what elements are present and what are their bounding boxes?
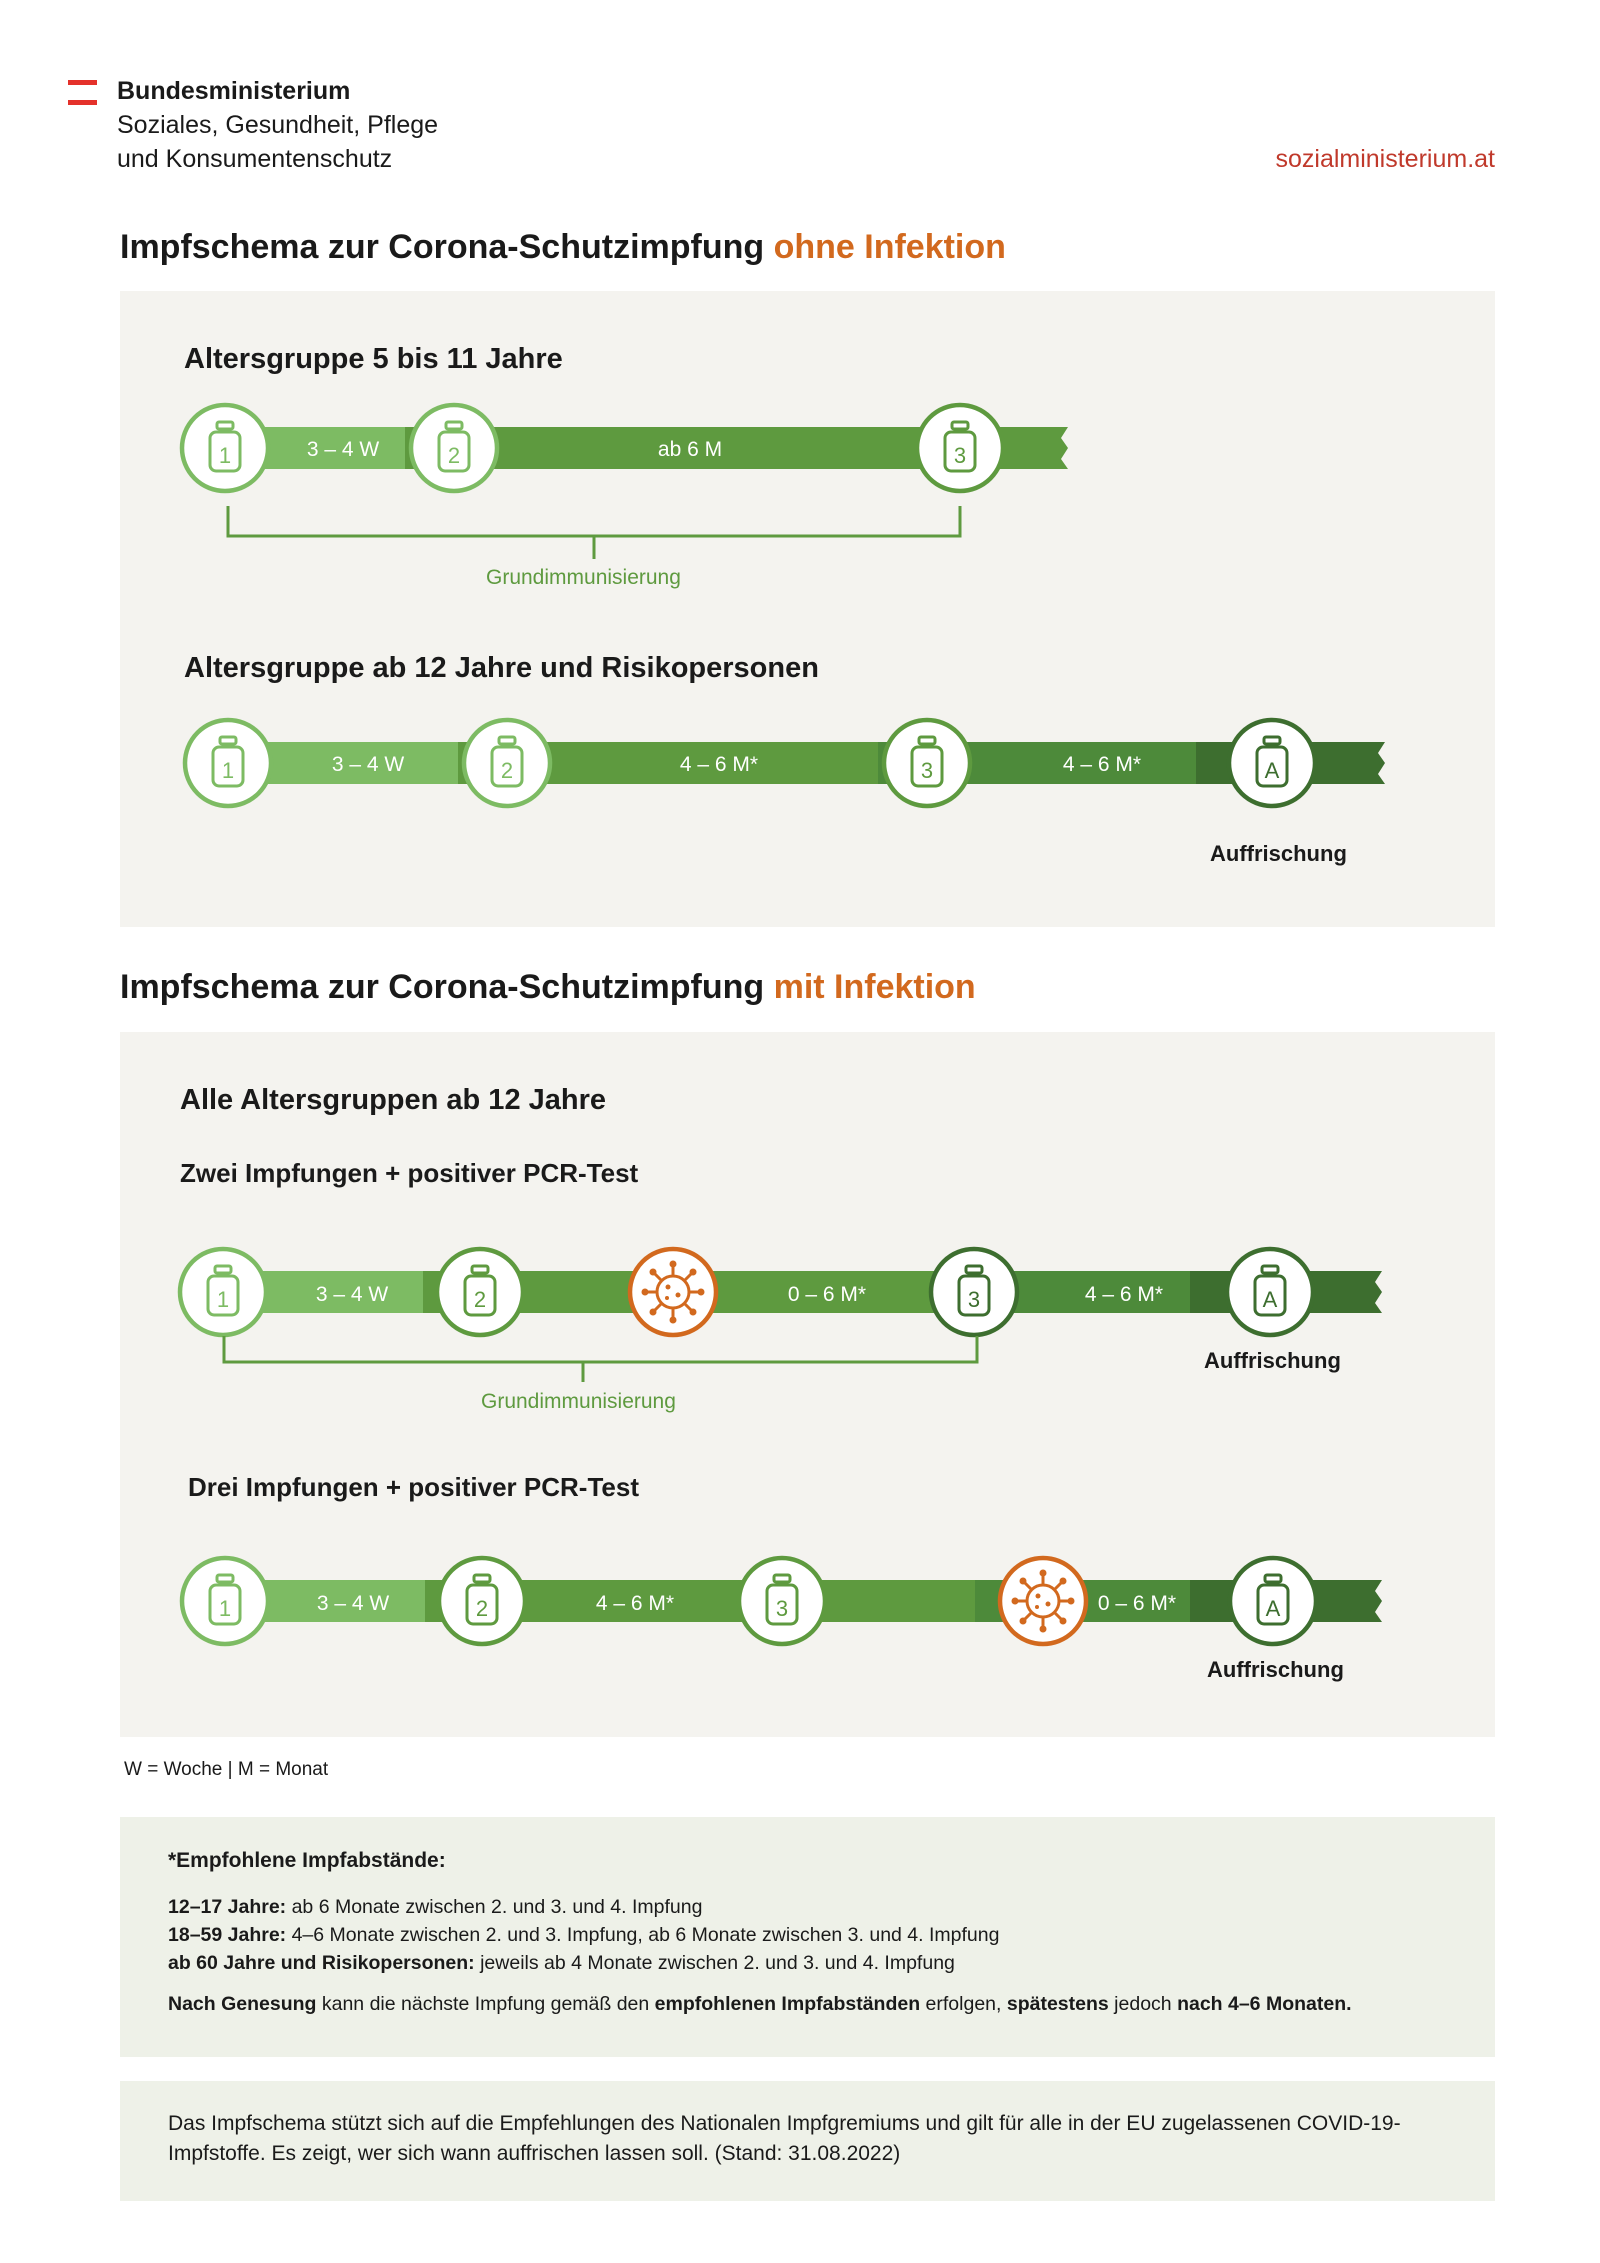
panel-ohne-infektion — [120, 291, 1495, 927]
interval-label: 4 – 6 M* — [1062, 753, 1142, 776]
scheme-title-zwei-impfungen: Zwei Impfungen + positiver PCR-Test — [180, 1158, 639, 1188]
dose-1-node — [182, 405, 268, 491]
timeline-svg — [120, 291, 1495, 927]
notes-line-text: jeweils ab 4 Monate zwischen 2. und 3. und 4. Impfung — [474, 1952, 955, 1974]
notes-line-18-59 — [168, 1921, 999, 1949]
notes-line-label: 12–17 Jahre: — [168, 1896, 287, 1918]
dose-number: A — [1265, 1596, 1281, 1621]
notes-line-label: 18–59 Jahre: — [168, 1924, 287, 1946]
section-title-main: Impfschema zur Corona-Schutzimpfung — [120, 968, 774, 1006]
section-title-ohne-infektion — [120, 228, 1006, 267]
scheme-title-drei-impfungen: Drei Impfungen + positiver PCR-Test — [188, 1472, 639, 1502]
interval-label: 3 – 4 W — [315, 1283, 389, 1306]
ministry-line-3: und Konsumentenschutz — [117, 145, 393, 173]
timeline-zwei-impfungen — [180, 1249, 1382, 1382]
dose-number: 3 — [953, 443, 967, 468]
virus-infection-icon — [1000, 1558, 1086, 1644]
section-title-highlight: mit Infektion — [773, 968, 976, 1006]
dose-number: 3 — [775, 1596, 789, 1621]
notes-line-text: 4–6 Monate zwischen 2. und 3. Impfung, ab 6 Monate zwischen 3. und 4. Impfung — [286, 1924, 1000, 1946]
notes-text: erfolgen, — [920, 1993, 1007, 2015]
dose-2-node — [439, 1558, 525, 1644]
section-title-highlight: ohne Infektion — [773, 228, 1006, 266]
interval-label: 4 – 6 M* — [1084, 1283, 1164, 1306]
timeline-svg — [120, 1032, 1495, 1737]
timeline-5-11 — [182, 405, 1068, 559]
notes-line-label: ab 60 Jahre und Risikopersonen: — [168, 1952, 475, 1974]
interval-label: 3 – 4 W — [306, 438, 380, 461]
dose-number: 2 — [500, 758, 514, 783]
interval-label: 3 – 4 W — [331, 753, 405, 776]
dose-number: 1 — [216, 1287, 230, 1312]
dose-3-node — [884, 720, 970, 806]
section-title-main: Impfschema zur Corona-Schutzimpfung — [120, 228, 774, 266]
interval-label: ab 6 M — [657, 438, 723, 461]
footer-text: Das Impfschema stützt sich auf die Empfehlungen des Nationalen Impfgremiums und gilt für alle in der EU zugelassenen COVID-19-Impfstoffe. Es zeigt, wer sich wann auffrischen lassen soll. (Stand: 31.08.2022) — [168, 2112, 1401, 2165]
booster-dose-node — [1230, 1558, 1316, 1644]
dose-3-node — [917, 405, 1003, 491]
notes-text: jedoch — [1108, 1993, 1178, 2015]
dose-1-node — [182, 1558, 268, 1644]
website-link[interactable]: sozialministerium.at — [1275, 145, 1495, 173]
section-title-mit-infektion — [120, 968, 976, 1007]
notes-line-ab-60 — [168, 1949, 955, 1977]
dose-number: A — [1262, 1287, 1278, 1312]
dose-number: 2 — [447, 443, 461, 468]
booster-dose-node — [1229, 720, 1315, 806]
ministry-line-1: Bundesministerium — [117, 77, 351, 105]
virus-infection-icon — [630, 1249, 716, 1335]
ministry-line-2: Soziales, Gesundheit, Pflege — [117, 111, 439, 139]
booster-label: Auffrischung — [1210, 841, 1347, 866]
notes-line-12-17 — [168, 1893, 702, 1921]
notes-title: *Empfohlene Impfabstände: — [168, 1849, 446, 1872]
dose-2-node — [411, 405, 497, 491]
dose-1-node — [180, 1249, 266, 1335]
footer-note — [120, 2081, 1495, 2201]
timeline-drei-impfungen — [182, 1558, 1382, 1644]
dose-number: 3 — [967, 1287, 981, 1312]
dose-number: A — [1264, 758, 1280, 783]
bracket-label: Grundimmunisierung — [486, 566, 681, 589]
subtitle-alle-altersgruppen: Alle Altersgruppen ab 12 Jahre — [180, 1084, 607, 1116]
dose-number: 2 — [475, 1596, 489, 1621]
dose-number: 1 — [218, 443, 232, 468]
dose-2-node — [464, 720, 550, 806]
panel-mit-infektion — [120, 1032, 1495, 1737]
dose-3-node — [739, 1558, 825, 1644]
notes-line-text: ab 6 Monate zwischen 2. und 3. und 4. Impfung — [286, 1896, 703, 1918]
dose-2-node — [437, 1249, 523, 1335]
dose-3-node — [931, 1249, 1017, 1335]
notes-bold-text: Nach Genesung — [168, 1993, 317, 2015]
bracket-label: Grundimmunisierung — [481, 1390, 676, 1413]
timeline-ab-12 — [185, 720, 1385, 806]
interval-label: 0 – 6 M* — [1097, 1592, 1177, 1615]
notes-bold-text: spätestens — [1006, 1993, 1109, 2015]
booster-dose-node — [1227, 1249, 1313, 1335]
booster-label: Auffrischung — [1204, 1348, 1341, 1373]
interval-label: 0 – 6 M* — [787, 1283, 867, 1306]
notes-line-genesung — [168, 1990, 1352, 2018]
interval-label: 4 – 6 M* — [595, 1592, 675, 1615]
notes-bold-text: empfohlenen Impfabständen — [654, 1993, 921, 2015]
booster-label: Auffrischung — [1207, 1657, 1344, 1682]
dose-number: 1 — [221, 758, 235, 783]
austria-flag-logo — [68, 80, 97, 110]
dose-1-node — [185, 720, 271, 806]
grundimmunisierung-bracket — [224, 1336, 977, 1382]
dose-number: 1 — [218, 1596, 232, 1621]
group-title-5-11: Altersgruppe 5 bis 11 Jahre — [184, 343, 563, 375]
interval-label: 3 – 4 W — [316, 1592, 390, 1615]
notes-text: kann die nächste Impfung gemäß den — [316, 1993, 655, 2015]
abbreviation-legend: W = Woche | M = Monat — [124, 1759, 329, 1780]
dose-number: 2 — [473, 1287, 487, 1312]
recommendation-notes — [120, 1817, 1495, 2057]
group-title-ab-12: Altersgruppe ab 12 Jahre und Risikopersonen — [184, 652, 819, 684]
notes-bold-text: nach 4–6 Monaten. — [1177, 1993, 1352, 2015]
grundimmunisierung-bracket — [228, 506, 960, 559]
dose-number: 3 — [920, 758, 934, 783]
interval-label: 4 – 6 M* — [679, 753, 759, 776]
ministry-name — [117, 74, 438, 176]
